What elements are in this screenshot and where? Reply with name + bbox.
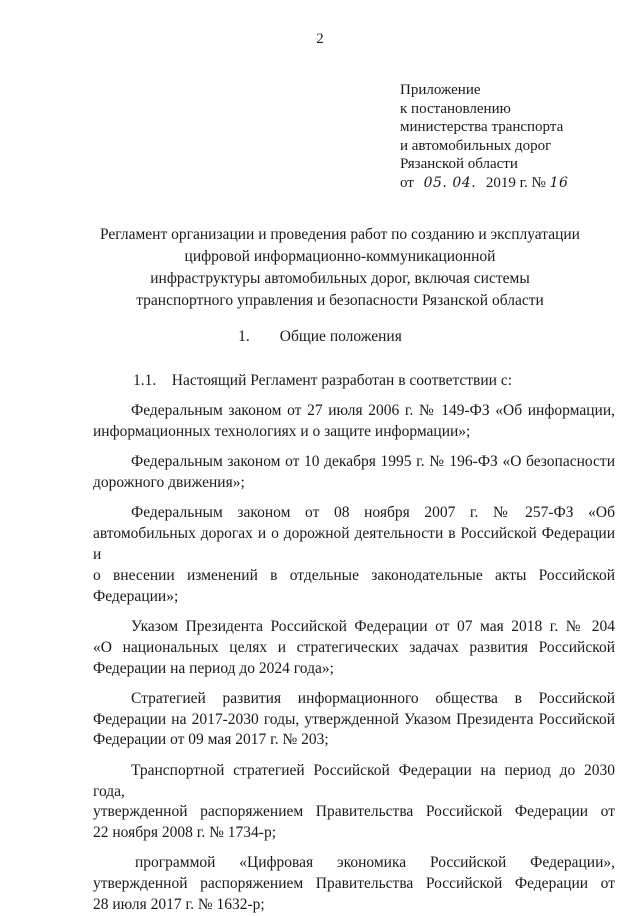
clause-line: Федерации на 2017-2030 годы, утвержденной Указом Президента Российской [93,710,615,728]
title-line: инфраструктуры автомобильных дорог, включая системы [150,270,530,287]
section-heading [0,328,640,346]
clause-line: Федеральным законом от 10 декабря 1995 г. № 196-ФЗ «О безопасности [131,453,615,471]
clause-line: о внесении изменений в отдельные законодательные акты Российской [93,566,615,584]
clause-line: программой «Цифровая экономика Российской Федерации», [135,854,615,872]
date-prefix: от [400,174,414,191]
clause-line: 28 июля 2017 г. № 1632-р; [93,896,265,914]
page-number: 2 [316,31,324,47]
appendix-line: и автомобильных дорог [400,137,552,154]
clause-line: «О национальных целях и стратегических задачах развития Российской [93,638,615,656]
title-line: Регламент организации и проведения работ по созданию и эксплуатации [100,226,580,243]
clause-line: 1.1. Настоящий Регламент разработан в соответствии с: [133,372,513,389]
appendix-line: министерства транспорта [400,119,564,136]
title-line: транспортного управления и безопасности Рязанской области [136,292,544,309]
clause-line: Федерации»; [93,587,179,605]
clause-line: автомобильных дорогах и о дорожной деятельности в Российской Федерации и [93,525,615,564]
clause-line: Транспортной стратегией Российской Федерации на период до 2030 года, [93,761,615,800]
clause-line: утвержденной распоряжением Правительства Российской Федерации от [93,803,615,821]
number-handwritten: 16 [549,174,569,191]
clause-line: Федерации от 09 мая 2017 г. № 203; [93,731,329,749]
clause-line: утвержденной распоряжением Правительства Российской Федерации от [93,875,615,893]
appendix-date-line [400,174,630,193]
document-body [93,371,615,916]
document-title [100,224,580,312]
appendix-line: Приложение [400,82,481,98]
clause-line: 22 ноября 2008 г. № 1734-р; [93,824,277,842]
clause-line: дорожного движения»; [93,474,245,492]
appendix-line: Рязанской области [400,156,518,173]
clause-line: Стратегией развития информационного общества в Российской [131,689,615,707]
clause-line: Указом Президента Российской Федерации от 07 мая 2018 г. № 204 [131,617,615,635]
clause-line: Федерации на период до 2024 года»; [93,659,334,677]
clause-line: информационных технологиях и о защите информации»; [93,423,471,441]
appendix-block [400,81,630,193]
clause-line: Федеральным законом от 08 ноября 2007 г. № 257-ФЗ «Об [131,504,615,522]
clause-line: Федеральным законом от 27 июля 2006 г. № 149-ФЗ «Об информации, [131,402,615,420]
date-year: 2019 г. № [485,174,546,191]
appendix-line: к постановлению [400,100,511,117]
title-line: цифровой информационно-коммуникационной [184,248,496,265]
section-number: 1. [238,328,250,345]
section-title: Общие положения [279,328,402,345]
date-handwritten: 05. 04. [423,174,477,191]
